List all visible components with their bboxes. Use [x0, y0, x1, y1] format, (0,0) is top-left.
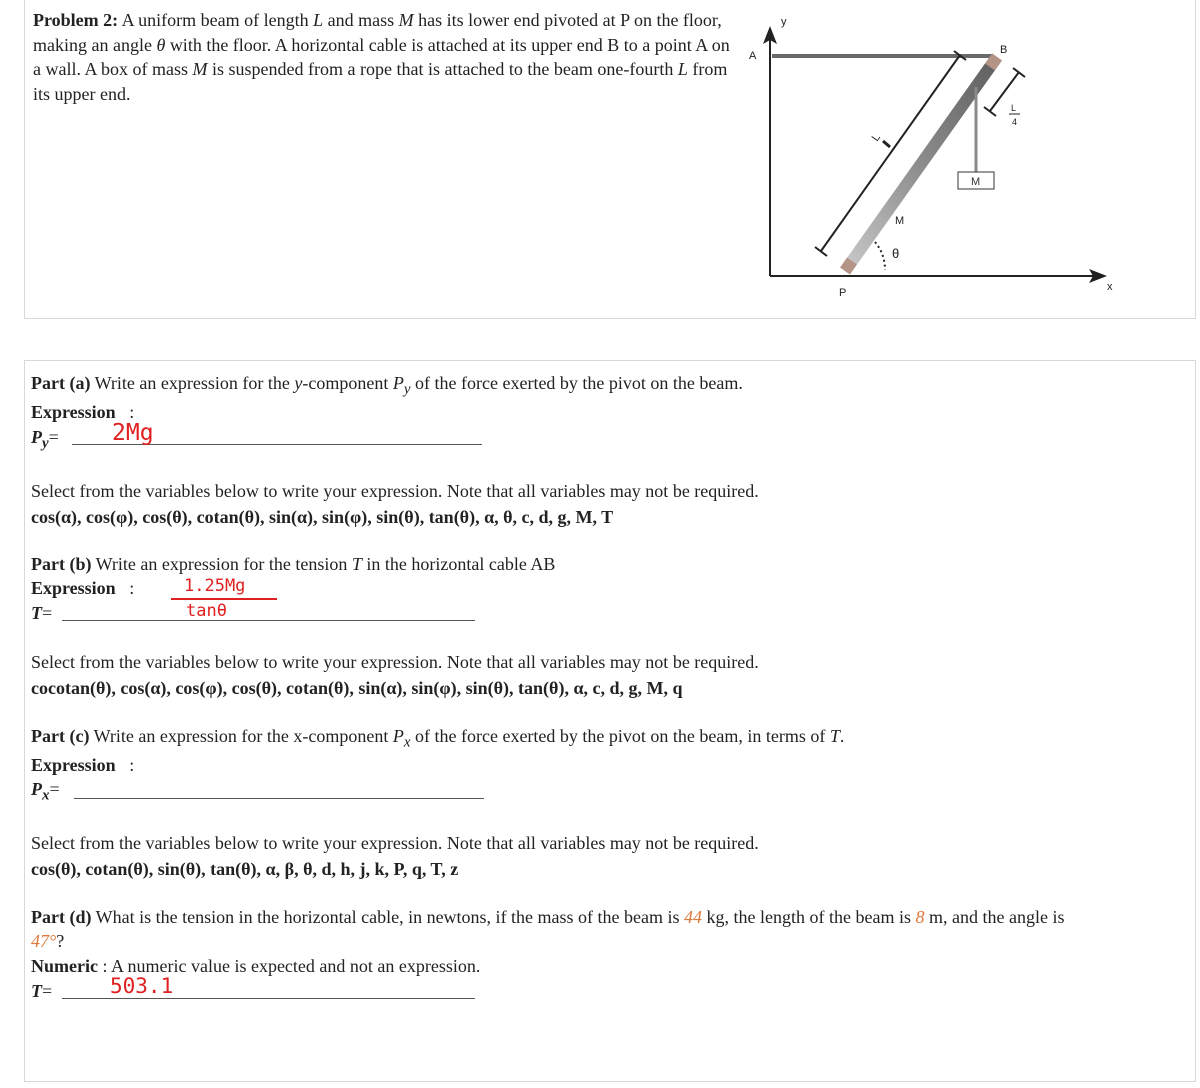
problem-text: with the floor. A horizontal cable is attached at its upper end B to a point A on a wall. A box of mass: [33, 34, 730, 79]
part-c-prompt: [31, 725, 844, 754]
beam: [845, 57, 997, 271]
quarter-label-den: 4: [1012, 117, 1018, 127]
problem-statement: [33, 8, 733, 106]
part-c-answer-field[interactable]: [74, 798, 484, 799]
part-a-answer-var: [31, 426, 59, 455]
x-axis-label: x: [1107, 281, 1113, 293]
part-d-handwritten-answer: 503.1: [110, 974, 174, 998]
pivot-end: [845, 261, 852, 271]
part-c-variables: cos(θ), cotan(θ), sin(θ), tan(θ), α, β, θ, d, h, j, k, P, q, T, z: [31, 859, 459, 879]
part-b-variables: cocotan(θ), cos(α), cos(φ), cos(θ), cotan(θ), sin(α), sin(φ), sin(θ), tan(θ), α, c, d, g, M, q: [31, 678, 683, 698]
problem-text: from its upper end.: [33, 59, 728, 104]
mass-value: 44: [684, 907, 703, 927]
part-c-select-text: Select from the variables below to write your expression. Note that all variables may not be required.: [31, 833, 759, 853]
quarter-tick-top: [1013, 68, 1025, 77]
part-d-title: Part (d): [31, 907, 92, 927]
var: P: [392, 726, 404, 746]
angle-label: θ: [892, 246, 900, 261]
subscript: y: [403, 381, 411, 398]
colon: :: [129, 578, 135, 598]
part-d-numeric-label: [31, 955, 480, 977]
prompt-text: -component: [302, 373, 393, 393]
var: T: [829, 726, 840, 746]
var: T: [31, 981, 42, 1001]
var: P: [31, 779, 42, 799]
prompt-text: in the horizontal cable AB: [361, 554, 556, 574]
label-b: B: [1000, 44, 1008, 56]
length-label: L: [869, 131, 883, 144]
part-b-title: Part (b): [31, 554, 92, 574]
label: Expression: [31, 578, 116, 598]
part-a-prompt: [31, 372, 743, 401]
var-L: L: [677, 59, 688, 79]
part-b-handwritten-numerator: 1.25Mg: [184, 576, 246, 596]
problem-text: has its lower end pivoted at P on the floor, making an angle: [33, 10, 722, 55]
quarter-tick-bottom: [984, 107, 996, 116]
prompt-text: What is the tension in the horizontal cable, in newtons, if the mass of the beam is: [91, 907, 685, 927]
label-p: P: [839, 287, 847, 299]
part-d-answer-var: [31, 980, 52, 1002]
prompt-text: Write an expression for the: [90, 373, 295, 393]
subscript: x: [42, 787, 50, 804]
part-d-prompt-line2: [31, 930, 64, 952]
part-a-title: Part (a): [31, 373, 91, 393]
prompt-text: ?: [56, 931, 65, 951]
part-b-fraction-bar: [171, 598, 277, 600]
problem-title: Problem 2:: [33, 10, 119, 30]
prompt-text: m, and the angle is: [924, 907, 1065, 927]
subscript: y: [42, 435, 49, 452]
prompt-text: kg, the length of the beam is: [702, 907, 916, 927]
length-tick-bottom: [815, 247, 827, 256]
label-a: A: [749, 50, 757, 62]
part-c-expression-label: [31, 754, 134, 776]
length-value: 8: [915, 907, 925, 927]
part-d-answer-field[interactable]: [62, 998, 475, 999]
problem-text: and mass: [323, 10, 399, 30]
var-theta: θ: [156, 34, 166, 55]
var: y: [294, 373, 303, 393]
subscript: x: [403, 734, 411, 751]
var-M: M: [192, 59, 208, 79]
part-a-select-text: Select from the variables below to write your expression. Note that all variables may not be required.: [31, 481, 759, 501]
y-axis-label: y: [781, 16, 787, 28]
label: Expression: [31, 755, 116, 775]
problem-text: is suspended from a rope that is attached to the beam one-fourth: [207, 59, 678, 79]
var: P: [31, 427, 42, 447]
part-b-expression-label: [31, 577, 134, 599]
length-dimension: [821, 55, 960, 251]
part-b-handwritten-denominator: tanθ: [186, 601, 227, 621]
numeric-note: : A numeric value is expected and not an expression.: [97, 956, 481, 976]
colon: :: [129, 755, 135, 775]
angle-arc: [875, 242, 885, 270]
part-b-answer-var: [31, 602, 52, 624]
equals: =: [42, 981, 53, 1001]
var: T: [351, 554, 362, 574]
part-b-answer-field[interactable]: [62, 620, 475, 621]
part-d-prompt: [31, 906, 1064, 928]
part-c-answer-var: [31, 778, 60, 807]
part-a-variables: cos(α), cos(φ), cos(θ), cotan(θ), sin(α), sin(φ), sin(θ), tan(θ), α, θ, c, d, g, M, T: [31, 507, 614, 527]
part-a-handwritten-answer: 2Mg: [112, 420, 154, 446]
var-L: L: [313, 10, 324, 30]
quarter-label-num: L: [1011, 103, 1017, 113]
equals: =: [49, 779, 60, 799]
equals: =: [42, 603, 53, 623]
label: Numeric: [31, 956, 98, 976]
part-c-title: Part (c): [31, 726, 90, 746]
prompt-text: of the force exerted by the pivot on the beam.: [410, 373, 743, 393]
colon: :: [129, 402, 135, 422]
part-b-select-text: Select from the variables below to write your expression. Note that all variables may not be required.: [31, 652, 759, 672]
beam-diagram: [735, 8, 1185, 308]
equals: =: [48, 427, 59, 447]
prompt-text: Write an expression for the tension: [91, 554, 352, 574]
part-b-prompt: [31, 553, 555, 575]
problem-text: A uniform beam of length: [118, 10, 314, 30]
var-M: M: [398, 10, 414, 30]
var: P: [392, 373, 404, 393]
var: T: [31, 603, 42, 623]
length-midmark: [883, 141, 890, 147]
prompt-text: .: [839, 726, 845, 746]
beam-top-end: [990, 57, 997, 67]
label: Expression: [31, 402, 116, 422]
box-mass-label: M: [971, 176, 981, 188]
angle-value: 47°: [31, 931, 57, 951]
prompt-text: Write an expression for the x-component: [89, 726, 393, 746]
beam-mass-label: M: [895, 215, 905, 227]
prompt-text: of the force exerted by the pivot on the beam, in terms of: [410, 726, 830, 746]
